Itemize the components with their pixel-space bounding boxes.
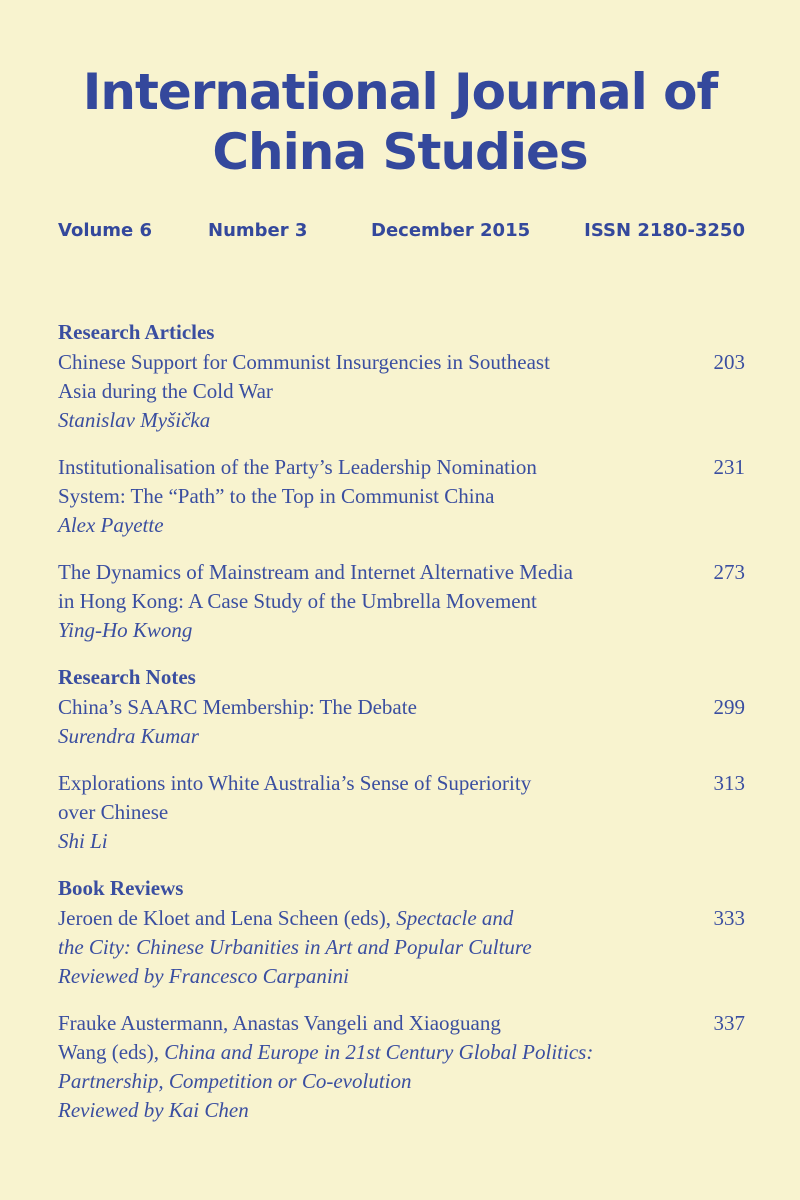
- entry-author: Alex Payette: [58, 513, 164, 537]
- toc-entry: [58, 1009, 745, 1125]
- journal-title-line1: International Journal of: [82, 63, 718, 121]
- entry-author: Surendra Kumar: [58, 724, 199, 748]
- entry-reviewer: Reviewed by Kai Chen: [58, 1098, 249, 1122]
- entry-title-line: over Chinese: [58, 800, 169, 824]
- entry-title-line: The Dynamics of Mainstream and Internet Alternative Media: [58, 560, 573, 584]
- entry-reviewer: Reviewed by Francesco Carpanini: [58, 964, 350, 988]
- entry-title: [58, 769, 658, 827]
- entry-page-number: 337: [713, 1011, 745, 1035]
- entry-page-number: 299: [713, 695, 745, 719]
- journal-title-line2: China Studies: [212, 123, 588, 181]
- entry-title-line: in Hong Kong: A Case Study of the Umbrella Movement: [58, 589, 537, 613]
- issue-info: [58, 220, 745, 242]
- entry-page-number: 313: [713, 771, 745, 795]
- entry-page-number: 203: [713, 350, 745, 374]
- entry-author: Shi Li: [58, 829, 108, 853]
- entry-title-line: Institutionalisation of the Party’s Leadership Nomination: [58, 455, 537, 479]
- entry-title: [58, 693, 658, 722]
- entry-title-line: Frauke Austermann, Anastas Vangeli and Xiaoguang: [58, 1011, 501, 1035]
- entry-title: [58, 348, 658, 406]
- entry-title: [58, 904, 658, 962]
- entry-title-line: China’s SAARC Membership: The Debate: [58, 695, 417, 719]
- entry-title-line: Jeroen de Kloet and Lena Scheen (eds),: [58, 906, 397, 930]
- entry-book-title: Spectacle and: [396, 906, 514, 930]
- section-heading-book-reviews: Book Reviews: [58, 876, 184, 900]
- table-of-contents: [58, 318, 745, 1125]
- entry-book-title: the City: Chinese Urbanities in Art and Popular Culture: [58, 935, 532, 959]
- entry-title: [58, 558, 658, 616]
- entry-title: [58, 453, 658, 511]
- number-label: Number 3: [208, 220, 308, 241]
- section-heading-research-articles: Research Articles: [58, 320, 215, 344]
- entry-book-title: Partnership, Competition or Co-evolution: [58, 1069, 412, 1093]
- toc-entry: [58, 453, 745, 540]
- toc-entry: [58, 558, 745, 645]
- entry-page-number: 231: [713, 455, 745, 479]
- entry-author: Ying-Ho Kwong: [58, 618, 193, 642]
- entry-title-line: Asia during the Cold War: [58, 379, 273, 403]
- toc-entry: [58, 348, 745, 435]
- entry-title-line: Explorations into White Australia’s Sense of Superiority: [58, 771, 532, 795]
- journal-title: [0, 62, 800, 182]
- entry-title-line: Chinese Support for Communist Insurgencies in Southeast: [58, 350, 550, 374]
- toc-entry: [58, 904, 745, 991]
- toc-entry: [58, 769, 745, 856]
- volume-label: Volume 6: [58, 220, 153, 241]
- section-heading-research-notes: Research Notes: [58, 665, 196, 689]
- entry-book-title: China and Europe in 21st Century Global Politics:: [164, 1040, 594, 1064]
- entry-title-line: Wang (eds),: [58, 1040, 165, 1064]
- toc-entry: [58, 693, 745, 751]
- entry-page-number: 273: [713, 560, 745, 584]
- entry-title-line: System: The “Path” to the Top in Communist China: [58, 484, 495, 508]
- entry-title: [58, 1009, 718, 1096]
- entry-page-number: 333: [713, 906, 745, 930]
- date-label: December 2015: [371, 220, 531, 241]
- entry-author: Stanislav Myšička: [58, 408, 211, 432]
- issn-label: ISSN 2180-3250: [584, 220, 745, 241]
